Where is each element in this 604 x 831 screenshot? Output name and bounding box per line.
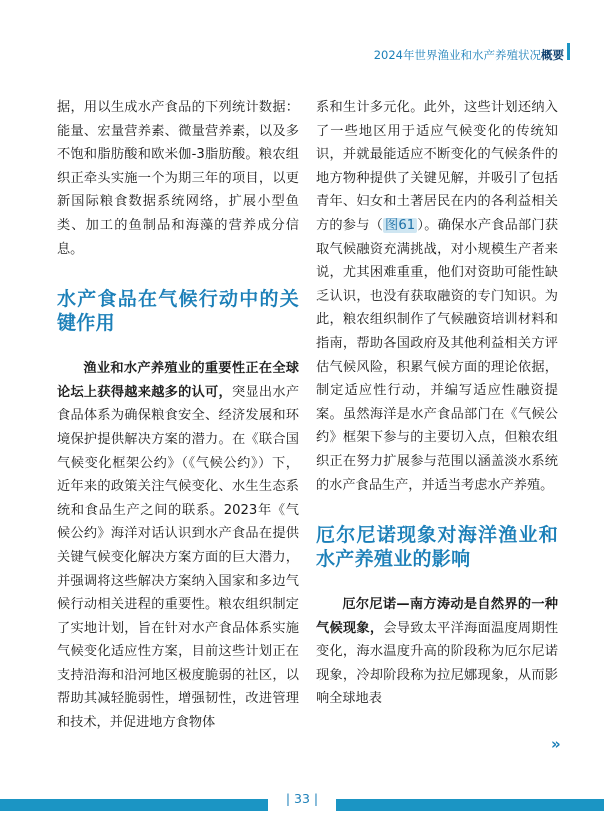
- right-column: [316, 96, 558, 711]
- paragraph: [57, 357, 299, 735]
- figure-reference-link[interactable]: 图61: [385, 217, 416, 233]
- paragraph-body: 系和生计多元化。此外，这些计划还纳入了一些地区用于适应气候变化的传统知识，并就最能适应不断变化的气候条件的地方物种提供了关键见解，并吸引了包括青年、妇女和土著居民在内的各利益相关方的参与（: [316, 100, 558, 233]
- running-header: [374, 47, 564, 63]
- paragraph: [316, 96, 558, 497]
- page-number: | 33 |: [285, 791, 319, 806]
- lead-sentence: 渔业和水产养殖业的重要性正在全球论坛上获得越来越多的认可，: [57, 361, 299, 400]
- footer-bar-left: [0, 799, 268, 811]
- footer-bar-right: [336, 799, 604, 811]
- section-heading: 厄尔尼诺现象对海洋渔业和水产养殖业的影响: [316, 524, 558, 571]
- paragraph-body: 会导致太平洋海面温度周期性变化，海水温度升高的阶段称为厄尔尼诺现象，冷却阶段称为拉尼娜现象，从而影响全球地表: [316, 620, 559, 707]
- paragraph: [316, 593, 558, 711]
- paragraph-body: 突显出水产食品体系为确保粮食安全、经济发展和环境保护提供解决方案的潜力。在《联合国气候变化框架公约》（《气候公约》）下，近年来的政策关注气候变化、水生生态系统和食品生产之间的联系。2023年《气候公约》海洋对话认识到水产食品在提供关键气候变化解决方案方面的巨大潜力，并强调将这些解决方案纳入国家和多边气候行动相关进程的重要性。粮农组织制定了实地计划，旨在针对水产食品体系实施气候变化适应性方案，目前这些计划正在支持沿海和沿河地区极度脆弱的社区，以帮助其减轻脆弱性，增强韧性，改进管理和技术，并促进地方食物体: [57, 384, 300, 731]
- paragraph-body: ）。确保水产食品部门获取气候融资充满挑战，对小规模生产者来说，尤其困难重重，他们对资助可能性缺乏认识，也没有获取融资的专门知识。为此，粮农组织制作了气候融资培训材料和指南，帮助各国政府及其他利益相关方评估气候风险，积累气候方面的理论依据，制定适应性行动，并编写适应性融资提案。虽然海洋是水产食品部门在《气候公约》框架下参与的主要切入点，但粮农组织正在努力扩展参与范围以涵盖淡水系统的水产食品生产，并适当考虑水产养殖。: [316, 217, 559, 493]
- left-column: [57, 96, 299, 735]
- running-header-bold: 概要: [541, 48, 564, 62]
- lead-sentence: 厄尔尼诺—南方涛动是自然界的一种气候现象，: [316, 597, 558, 636]
- header-rule: [567, 43, 570, 60]
- paragraph: 据，用以生成水产食品的下列统计数据：能量、宏量营养素、微量营养素，以及多不饱和脂肪酸和欧米伽-3脂肪酸。粮农组织正牵头实施一个为期三年的项目，以更新国际粮食数据系统网络，扩展小型鱼类、加工的鱼制品和海藻的营养成分信息。: [57, 100, 299, 257]
- running-header-text: 2024年世界渔业和水产养殖状况: [373, 48, 541, 62]
- continue-arrow-icon: »: [551, 735, 561, 753]
- section-heading: 水产食品在气候行动中的关键作用: [57, 288, 299, 335]
